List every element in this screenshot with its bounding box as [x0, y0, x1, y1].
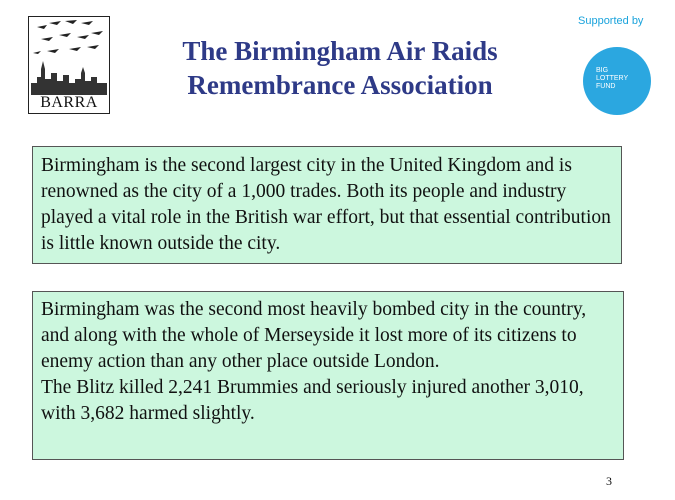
page-title: [130, 34, 550, 102]
info-box-city-text: Birmingham is the second largest city in the United Kingdom and is renowned as the city of a 1,000 trades. Both its people and industry played a vital role in the British war effort, but that essential contribution is little known outside the city.: [41, 155, 611, 254]
aircraft-skyline-icon: [29, 17, 109, 95]
title-line-1: The Birmingham Air Raids: [182, 36, 498, 66]
info-box-bombing-paragraph-1: Birmingham was the second most heavily bombed city in the country, and along with the whole of Merseyside it lost more of its citizens to enemy action than any other place outside London.: [41, 299, 587, 372]
fund-line-3: FUND: [596, 83, 616, 90]
title-line-2: Remembrance Association: [187, 70, 493, 100]
info-box-bombing: [32, 291, 624, 460]
lottery-fund-text: [596, 67, 646, 91]
fund-line-2: LOTTERY: [596, 75, 629, 82]
barra-logo: [28, 16, 110, 114]
supported-by-label: Supported by: [578, 15, 644, 27]
big-lottery-fund-logo: [583, 47, 651, 115]
logo-text: BARRA: [40, 94, 98, 111]
info-box-city: [32, 146, 622, 264]
fund-line-1: BIG: [596, 67, 609, 74]
info-box-bombing-paragraph-2: The Blitz killed 2,241 Brummies and seriously injured another 3,010, with 3,682 harmed slightly.: [41, 377, 584, 424]
page-number: 3: [606, 474, 612, 488]
